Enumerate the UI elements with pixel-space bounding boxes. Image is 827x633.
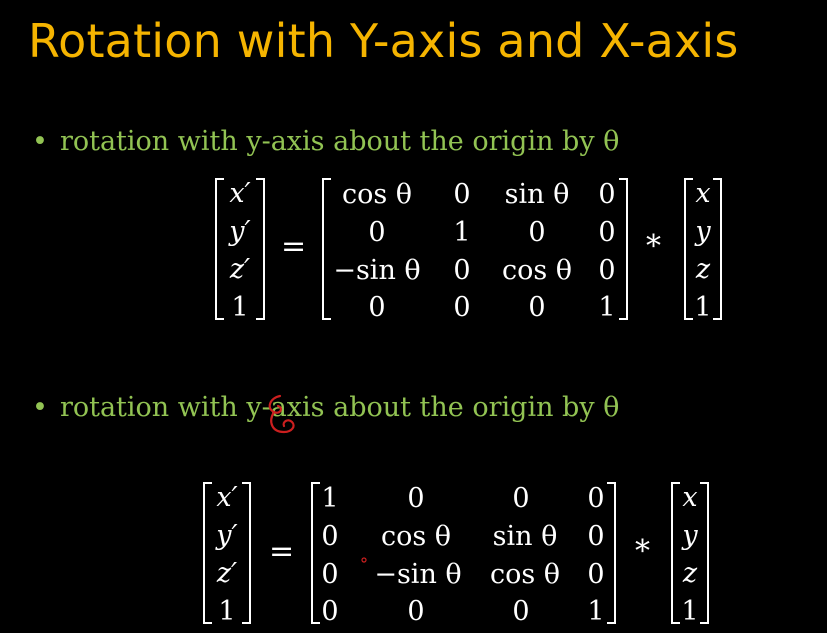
- rhs-one: 1: [694, 292, 712, 323]
- lhs-right-bracket: [242, 482, 251, 624]
- matrix-cell: 0: [321, 559, 339, 590]
- rhs-left-bracket: [671, 482, 680, 624]
- rhs-x: x: [695, 178, 711, 209]
- lhs-x-prime: x′: [229, 178, 251, 209]
- lhs-one: 1: [218, 596, 236, 627]
- bullet-x-rotation: [32, 392, 619, 423]
- matrix-right-bracket: [607, 482, 616, 624]
- matrix-cell: 0: [368, 292, 386, 323]
- matrix-cell: sin θ: [504, 179, 570, 210]
- matrix-cell: 0: [598, 179, 616, 210]
- matrix-cell: cos θ: [501, 255, 573, 286]
- matrix-cell: 0: [453, 179, 471, 210]
- matrix-cell: 0: [453, 292, 471, 323]
- matrix-cell: 0: [528, 217, 546, 248]
- matrix-left-bracket: [311, 482, 320, 624]
- matrix-cell: 0: [512, 596, 530, 627]
- lhs-y-prime: y′: [229, 216, 251, 247]
- lhs-left-bracket: [215, 178, 224, 320]
- lhs-right-bracket: [256, 178, 265, 320]
- rhs-y: y: [695, 216, 711, 247]
- matrix-right-bracket: [619, 178, 628, 320]
- lhs-y-prime: y′: [216, 520, 238, 551]
- bullet-text: rotation with y-axis about the origin by θ: [59, 126, 620, 157]
- matrix-cell: −sin θ: [374, 559, 462, 590]
- matrix-cell: 0: [368, 217, 386, 248]
- matrix-cell: 0: [587, 559, 605, 590]
- lhs-z-prime: z′: [229, 254, 251, 285]
- rhs-right-bracket: [713, 178, 722, 320]
- matrix-cell: sin θ: [492, 521, 558, 552]
- matrix-cell: 0: [587, 483, 605, 514]
- matrix-cell: 0: [587, 521, 605, 552]
- matrix-cell: 1: [587, 596, 605, 627]
- matrix-cell: 0: [512, 483, 530, 514]
- matrix-cell: 0: [453, 255, 471, 286]
- bullet-dot: •: [32, 126, 48, 157]
- multiply-sign: *: [646, 229, 661, 264]
- rhs-left-bracket: [684, 178, 693, 320]
- matrix-cell: 0: [321, 521, 339, 552]
- multiply-sign: *: [635, 534, 650, 569]
- bullet-y-rotation: [32, 126, 619, 157]
- matrix-cell: cos θ: [380, 521, 452, 552]
- lhs-x-prime: x′: [216, 482, 238, 513]
- matrix-cell: 0: [407, 596, 425, 627]
- lhs-one: 1: [231, 292, 249, 323]
- matrix-left-bracket: [322, 178, 331, 320]
- rhs-x: x: [682, 482, 698, 513]
- annotation-dot: [360, 556, 368, 564]
- lhs-z-prime: z′: [216, 558, 238, 589]
- matrix-cell: 0: [321, 596, 339, 627]
- matrix-cell: cos θ: [341, 179, 413, 210]
- equals-sign: =: [281, 229, 307, 264]
- matrix-cell: 1: [453, 217, 471, 248]
- bullet-text: rotation with y-axis about the origin by θ: [59, 392, 620, 423]
- slide-title: Rotation with Y-axis and X-axis: [28, 14, 739, 68]
- rhs-y: y: [682, 520, 698, 551]
- handwritten-correction-mark: [258, 388, 308, 438]
- matrix-cell: 0: [407, 483, 425, 514]
- rhs-z: z: [682, 558, 698, 589]
- matrix-cell: 0: [598, 217, 616, 248]
- matrix-cell: 1: [321, 483, 339, 514]
- equals-sign: =: [269, 534, 295, 569]
- rhs-z: z: [695, 254, 711, 285]
- rhs-right-bracket: [700, 482, 709, 624]
- matrix-cell: cos θ: [489, 559, 561, 590]
- matrix-cell: 0: [598, 255, 616, 286]
- bullet-dot: •: [32, 392, 48, 423]
- matrix-cell: −sin θ: [333, 255, 421, 286]
- matrix-cell: 1: [598, 292, 616, 323]
- lhs-left-bracket: [203, 482, 212, 624]
- matrix-cell: 0: [528, 292, 546, 323]
- rhs-one: 1: [681, 596, 699, 627]
